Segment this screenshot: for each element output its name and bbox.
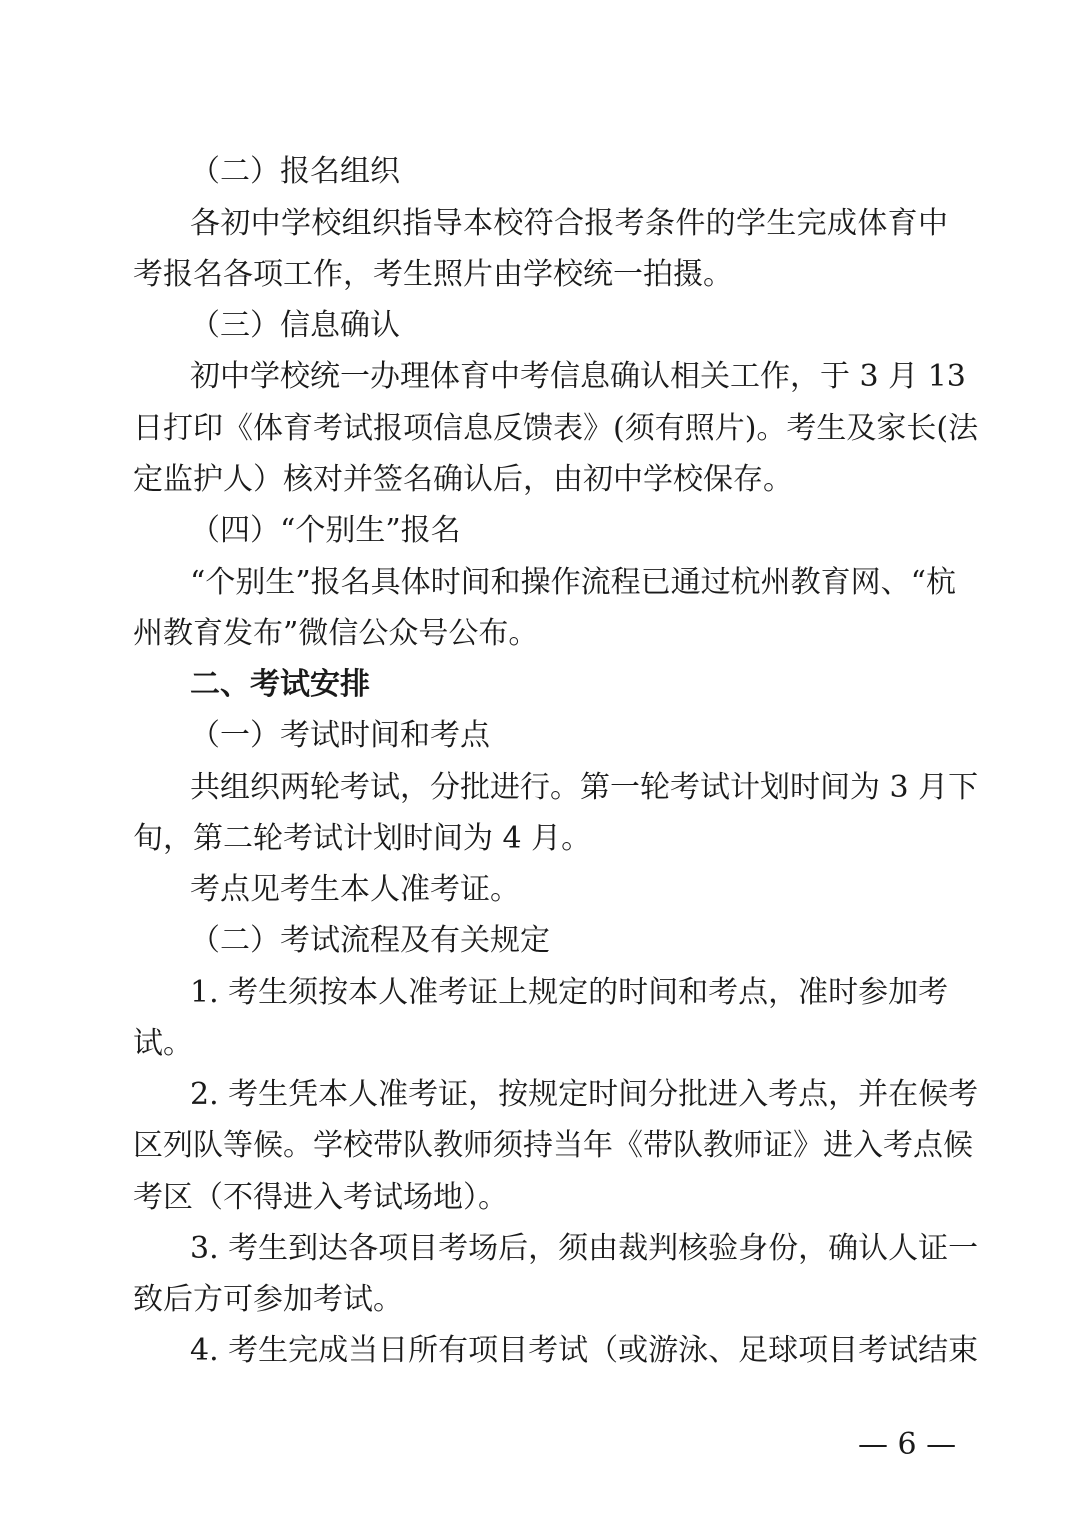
paragraph-line: 区列队等候。学校带队教师须持当年《带队教师证》进入考点候 <box>133 1128 973 1163</box>
paragraph-line: 州教育发布”微信公众号公布。 <box>133 616 539 651</box>
chapter-heading-exam-arrangement: 二、考试安排 <box>190 667 370 702</box>
paragraph-line: 各初中学校组织指导本校符合报考条件的学生完成体育中 <box>190 206 948 241</box>
paragraph-line: 4. 考生完成当日所有项目考试（或游泳、足球项目考试结束 <box>190 1333 979 1368</box>
paragraph-line: 日打印《体育考试报项信息反馈表》(须有照片)。考生及家长(法 <box>133 411 979 446</box>
section-heading-individual-students: （四）“个别生”报名 <box>190 513 461 548</box>
paragraph-line: 考点见考生本人准考证。 <box>190 872 520 907</box>
paragraph-line: 3. 考生到达各项目考场后，须由裁判核验身份，确认人证一 <box>190 1231 979 1266</box>
paragraph-line: 定监护人）核对并签名确认后，由初中学校保存。 <box>133 462 793 497</box>
paragraph-line: 考区（不得进入考试场地）。 <box>133 1180 508 1215</box>
section-heading-exam-time-location: （一）考试时间和考点 <box>190 718 490 753</box>
paragraph-line: 2. 考生凭本人准考证，按规定时间分批进入考点，并在候考 <box>190 1077 979 1112</box>
paragraph-line: 试。 <box>133 1026 193 1061</box>
page-number: — 6 — <box>858 1427 957 1462</box>
section-heading-info-confirmation: （三）信息确认 <box>190 308 400 343</box>
section-heading-registration-organization: （二）报名组织 <box>190 154 400 189</box>
section-heading-exam-procedure: （二）考试流程及有关规定 <box>190 923 550 958</box>
paragraph-line: 致后方可参加考试。 <box>133 1282 403 1317</box>
paragraph-line: 1. 考生须按本人准考证上规定的时间和考点，准时参加考 <box>190 975 949 1010</box>
paragraph-line: 共组织两轮考试，分批进行。第一轮考试计划时间为 3 月下 <box>190 770 979 805</box>
paragraph-line: 旬，第二轮考试计划时间为 4 月。 <box>133 821 592 856</box>
paragraph-line: 考报名各项工作，考生照片由学校统一拍摄。 <box>133 257 733 292</box>
paragraph-line: “个别生”报名具体时间和操作流程已通过杭州教育网、“杭 <box>190 565 957 600</box>
paragraph-line: 初中学校统一办理体育中考信息确认相关工作，于 3 月 13 <box>190 359 966 394</box>
